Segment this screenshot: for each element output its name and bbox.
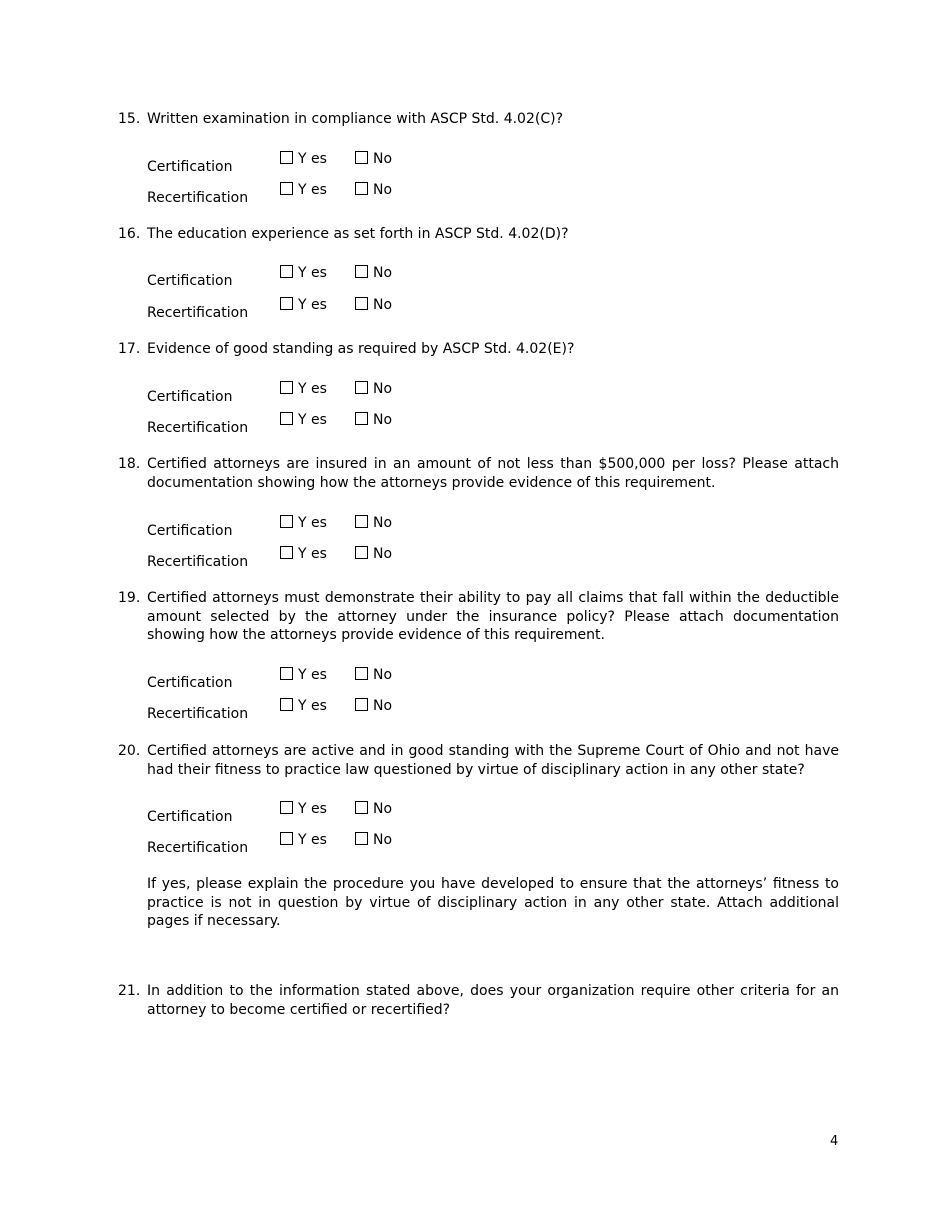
question-text: In addition to the information stated above, does your organization require other criteria for an attorney to become certified or recertified? — [147, 983, 839, 1018]
recertification-label: Recertification — [147, 554, 249, 570]
checkbox[interactable] — [280, 515, 293, 528]
yes-label: Y es — [298, 546, 327, 562]
q18-cert-yes-option[interactable] — [280, 513, 327, 533]
checkbox[interactable] — [280, 412, 293, 425]
recertification-label: Recertification — [147, 190, 249, 206]
question-20 — [118, 742, 839, 779]
checkbox[interactable] — [280, 832, 293, 845]
q19-recert-no-option[interactable] — [355, 696, 392, 716]
question-21 — [118, 982, 839, 1019]
question-number: 15. — [118, 111, 141, 127]
no-label: No — [373, 801, 393, 817]
q20-recert-no-option[interactable] — [355, 830, 392, 850]
q16-cert-yes-option[interactable] — [280, 263, 327, 283]
q18-cert-no-option[interactable] — [355, 513, 392, 533]
q20-recertification-row — [147, 832, 447, 858]
recertification-label: Recertification — [147, 420, 249, 436]
certification-label: Certification — [147, 159, 233, 175]
no-label: No — [373, 151, 393, 167]
no-label: No — [373, 667, 393, 683]
q18-recertification-row — [147, 546, 447, 572]
question-number: 20. — [118, 743, 141, 759]
question-text: Certified attorneys are active and in good standing with the Supreme Court of Ohio and not have had their fitness to practice law questioned by virtue of disciplinary action in any other state? — [147, 743, 839, 778]
certification-label: Certification — [147, 273, 233, 289]
checkbox[interactable] — [280, 801, 293, 814]
question-16 — [118, 225, 839, 244]
q15-cert-no-option[interactable] — [355, 149, 392, 169]
q17-cert-yes-option[interactable] — [280, 379, 327, 399]
no-label: No — [373, 381, 393, 397]
q15-recert-yes-option[interactable] — [280, 180, 327, 200]
checkbox[interactable] — [355, 381, 368, 394]
checkbox[interactable] — [280, 151, 293, 164]
yes-label: Y es — [298, 698, 327, 714]
checkbox[interactable] — [355, 297, 368, 310]
q16-cert-no-option[interactable] — [355, 263, 392, 283]
checkbox[interactable] — [280, 182, 293, 195]
no-label: No — [373, 698, 393, 714]
checkbox[interactable] — [280, 698, 293, 711]
checkbox[interactable] — [280, 667, 293, 680]
yes-label: Y es — [298, 667, 327, 683]
question-text: Evidence of good standing as required by ASCP Std. 4.02(E)? — [147, 341, 575, 357]
checkbox[interactable] — [355, 412, 368, 425]
no-label: No — [373, 832, 393, 848]
q18-recert-no-option[interactable] — [355, 544, 392, 564]
checkbox[interactable] — [355, 698, 368, 711]
q17-recert-no-option[interactable] — [355, 410, 392, 430]
checkbox[interactable] — [355, 801, 368, 814]
yes-label: Y es — [298, 832, 327, 848]
q20-explanation-note: If yes, please explain the procedure you have developed to ensure that the attorneys’ fitness to practice is not in question by virtue of disciplinary action in any other state. Attach additional pages if necessary. — [147, 876, 839, 929]
no-label: No — [373, 297, 393, 313]
yes-label: Y es — [298, 297, 327, 313]
question-number: 21. — [118, 983, 141, 999]
checkbox[interactable] — [280, 381, 293, 394]
q19-cert-yes-option[interactable] — [280, 665, 327, 685]
question-19 — [118, 589, 839, 645]
q19-recertification-row — [147, 698, 447, 724]
q16-certification-row — [147, 265, 447, 291]
checkbox[interactable] — [355, 182, 368, 195]
checkbox[interactable] — [355, 151, 368, 164]
checkbox[interactable] — [280, 546, 293, 559]
yes-label: Y es — [298, 515, 327, 531]
no-label: No — [373, 515, 393, 531]
question-text: Certified attorneys are insured in an amount of not less than $500,000 per loss? Please attach documentation showing how the attorneys provide evidence of this requirement. — [147, 456, 839, 491]
q20-certification-row — [147, 801, 447, 827]
certification-label: Certification — [147, 675, 233, 691]
checkbox[interactable] — [355, 265, 368, 278]
yes-label: Y es — [298, 151, 327, 167]
certification-label: Certification — [147, 809, 233, 825]
q17-certification-row — [147, 381, 447, 407]
q17-recertification-row — [147, 412, 447, 438]
certification-label: Certification — [147, 523, 233, 539]
page-number: 4 — [830, 1134, 839, 1149]
q16-recert-yes-option[interactable] — [280, 295, 327, 315]
question-text: Certified attorneys must demonstrate their ability to pay all claims that fall within the deductible amount selected by the attorney under the insurance policy? Please attach documentation showing how the attorneys provide evidence of this requirement. — [147, 590, 839, 643]
q18-certification-row — [147, 515, 447, 541]
q19-recert-yes-option[interactable] — [280, 696, 327, 716]
question-number: 17. — [118, 341, 141, 357]
question-17 — [118, 340, 839, 359]
checkbox[interactable] — [355, 515, 368, 528]
q18-recert-yes-option[interactable] — [280, 544, 327, 564]
question-text: Written examination in compliance with ASCP Std. 4.02(C)? — [147, 111, 563, 127]
checkbox[interactable] — [355, 546, 368, 559]
no-label: No — [373, 182, 393, 198]
q16-recert-no-option[interactable] — [355, 295, 392, 315]
q20-recert-yes-option[interactable] — [280, 830, 327, 850]
q17-cert-no-option[interactable] — [355, 379, 392, 399]
q16-recertification-row — [147, 297, 447, 323]
no-label: No — [373, 546, 393, 562]
certification-label: Certification — [147, 389, 233, 405]
q15-recert-no-option[interactable] — [355, 180, 392, 200]
question-18 — [118, 455, 839, 492]
no-label: No — [373, 412, 393, 428]
q15-recertification-row — [147, 182, 447, 208]
yes-label: Y es — [298, 801, 327, 817]
recertification-label: Recertification — [147, 706, 249, 722]
question-number: 19. — [118, 590, 141, 606]
q15-certification-row — [147, 151, 447, 177]
no-label: No — [373, 265, 393, 281]
q20-cert-yes-option[interactable] — [280, 799, 327, 819]
checkbox[interactable] — [355, 832, 368, 845]
checkbox[interactable] — [280, 297, 293, 310]
yes-label: Y es — [298, 182, 327, 198]
q17-recert-yes-option[interactable] — [280, 410, 327, 430]
question-number: 16. — [118, 226, 141, 242]
yes-label: Y es — [298, 265, 327, 281]
question-15 — [118, 110, 839, 129]
q19-cert-no-option[interactable] — [355, 665, 392, 685]
question-text: The education experience as set forth in ASCP Std. 4.02(D)? — [147, 226, 569, 242]
q20-cert-no-option[interactable] — [355, 799, 392, 819]
yes-label: Y es — [298, 412, 327, 428]
question-number: 18. — [118, 456, 141, 472]
yes-label: Y es — [298, 381, 327, 397]
recertification-label: Recertification — [147, 305, 249, 321]
q19-certification-row — [147, 667, 447, 693]
checkbox[interactable] — [280, 265, 293, 278]
q15-cert-yes-option[interactable] — [280, 149, 327, 169]
recertification-label: Recertification — [147, 840, 249, 856]
checkbox[interactable] — [355, 667, 368, 680]
